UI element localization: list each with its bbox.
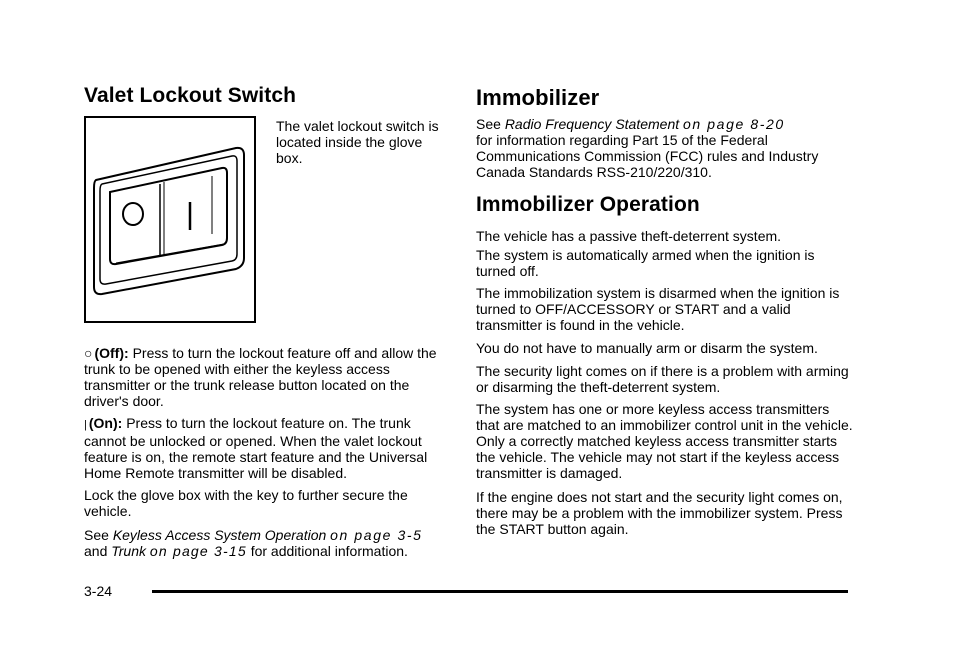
intro-rest: for information regarding Part 15 of the Federal Communications Commission (FCC) rules and Industry Canada Standards RSS-210/220/310. [476, 132, 819, 180]
off-description [84, 345, 444, 409]
heading-immobilizer: Immobilizer [476, 85, 600, 110]
immobilizer-paragraph: If the engine does not start and the security light comes on, there may be a problem with the immobilizer system. Press the START button again. [476, 489, 843, 537]
footer-rule [152, 590, 848, 593]
trunk-link[interactable]: Trunk [111, 543, 146, 559]
see-also-reference [84, 527, 444, 559]
figure-caption: The valet lockout switch is located inside the glove box. [276, 118, 439, 166]
heading-valet-lockout-switch: Valet Lockout Switch [84, 84, 297, 107]
immobilizer-paragraph: The system has one or more keyless access transmitters that are matched to an immobilizer control unit in the vehicle. Only a correctly matched keyless access transmitter starts the vehicle. The vehicle may not start if the keyless access transmitter is damaged. [476, 401, 853, 481]
on-label: (On): [88, 415, 123, 431]
immobilizer-paragraph: The security light comes on if there is a problem with arming or disarming the theft-deterrent system. [476, 363, 849, 395]
trunk-page[interactable]: on page 3-15 [149, 543, 247, 559]
radio-frequency-page[interactable]: on page 8-20 [683, 116, 785, 132]
see-suffix: for additional information. [250, 543, 408, 559]
off-label: (Off): [94, 345, 129, 361]
valet-switch-illustration [84, 116, 256, 323]
immobilizer-paragraph: The vehicle has a passive theft-deterrent system. [476, 228, 782, 244]
immobilizer-paragraph: The immobilization system is disarmed when the ignition is turned to OFF/ACCESSORY or START and a valid transmitter is found in the vehicle. [476, 285, 840, 333]
immobilizer-paragraph: You do not have to manually arm or disarm the system. [476, 340, 818, 356]
heading-immobilizer-operation: Immobilizer Operation [476, 193, 700, 216]
immobilizer-intro [476, 116, 856, 180]
page-number: 3-24 [84, 583, 113, 599]
keyless-access-page[interactable]: on page 3-5 [330, 527, 423, 543]
intro-see: See [476, 116, 501, 132]
see-and: and [84, 543, 108, 559]
immobilizer-paragraph: The system is automatically armed when the ignition is turned off. [476, 247, 815, 279]
keyless-access-link[interactable]: Keyless Access System Operation [112, 527, 327, 543]
lock-glove-box-text: Lock the glove box with the key to further secure the vehicle. [84, 487, 408, 519]
on-bar-icon: | [84, 419, 87, 431]
off-circle-icon: ○ [84, 345, 93, 361]
rocker-switch-icon [86, 118, 254, 321]
on-description [84, 415, 444, 481]
on-text: Press to turn the lockout feature on. The trunk cannot be unlocked or opened. When the valet lockout feature is on, the remote start feature and the Universal Home Remote transmitter will be disabled. [84, 415, 428, 481]
off-text: Press to turn the lockout feature off and allow the trunk to be opened with either the keyless access transmitter or the trunk release button located on the driver's door. [84, 345, 437, 409]
radio-frequency-link[interactable]: Radio Frequency Statement [504, 116, 680, 132]
see-prefix: See [84, 527, 109, 543]
